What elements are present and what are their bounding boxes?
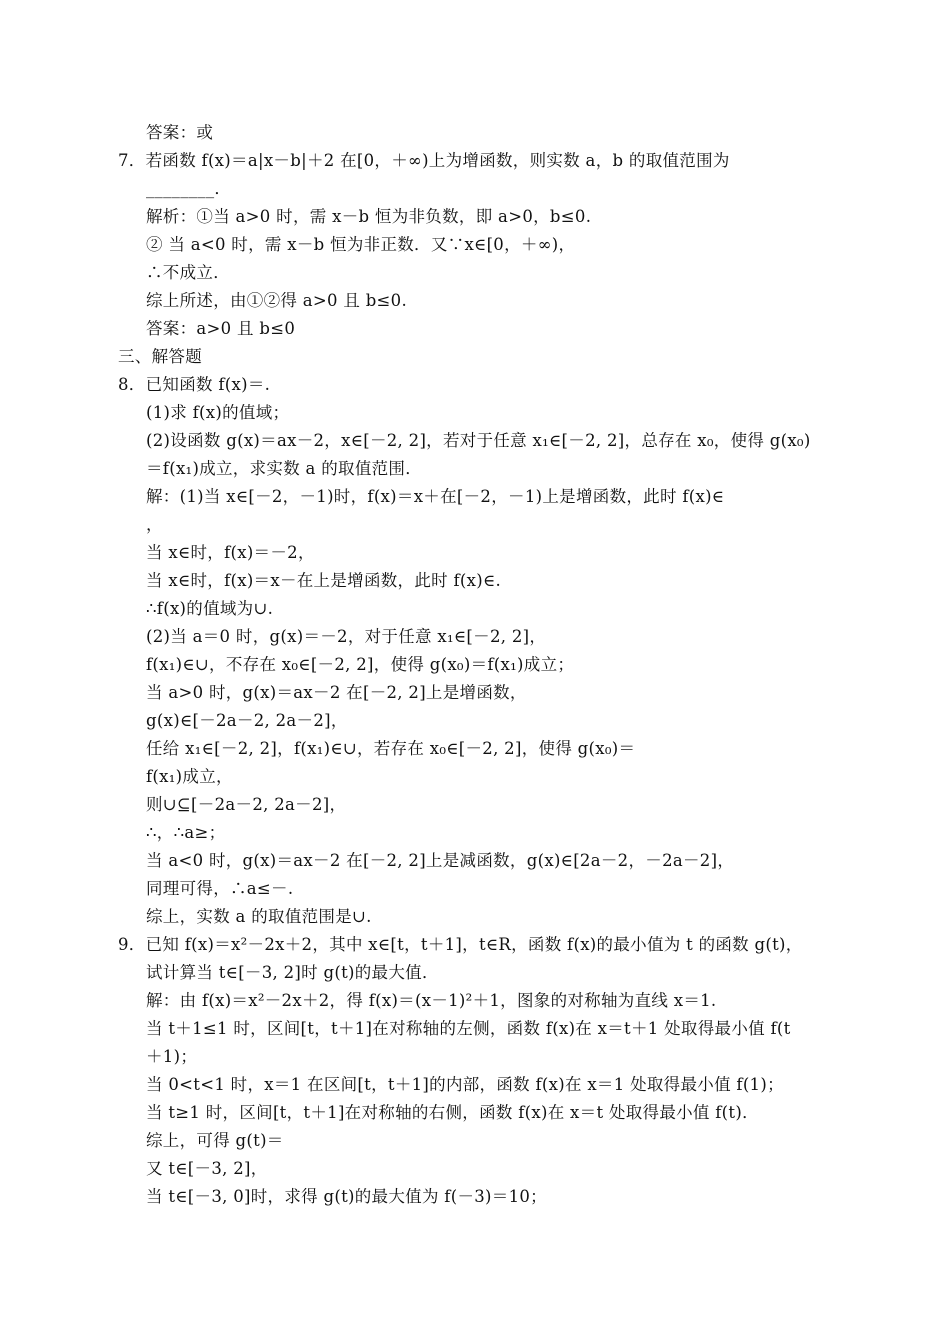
text-line: 9．已知 f(x)＝x²－2x＋2，其中 x∈[t，t＋1]，t∈R，函数 f(x)的最小值为 t 的函数 g(t)，	[118, 935, 803, 954]
text-line: 答案：a>0 且 b≤0	[146, 319, 296, 338]
text-line: ＝f(x₁)成立，求实数 a 的取值范围．	[146, 459, 423, 478]
text-line: 当 a>0 时，g(x)＝ax－2 在[－2, 2]上是增函数，	[146, 683, 527, 702]
text-line: 试计算当 t∈[－3, 2]时 g(t)的最大值．	[146, 963, 439, 982]
text-line: 7．若函数 f(x)＝a|x－b|＋2 在[0，＋∞)上为增函数，则实数 a，b 的取值范围为	[118, 151, 730, 170]
text-line: (1)求 f(x)的值域；	[146, 403, 290, 422]
text-line: ② 当 a<0 时，需 x－b 恒为非正数．又∵x∈[0，＋∞)，	[146, 235, 576, 254]
text-line: 综上，实数 a 的取值范围是∪.	[146, 907, 372, 926]
text-line: g(x)∈[－2a－2, 2a－2]，	[146, 711, 348, 730]
text-line: f(x₁)∈∪，不存在 x₀∈[－2, 2]，使得 g(x₀)＝f(x₁)成立；	[146, 655, 575, 674]
text-line: 任给 x₁∈[－2, 2]，f(x₁)∈∪，若存在 x₀∈[－2, 2]，使得 g(x₀)＝	[146, 739, 636, 758]
text-line: 当 x∈时，f(x)＝－2，	[146, 543, 315, 562]
text-line: 又 t∈[－3, 2]，	[146, 1159, 268, 1178]
text-line: 综上所述，由①②得 a>0 且 b≤0.	[146, 291, 408, 310]
text-line: 解：由 f(x)＝x²－2x＋2，得 f(x)＝(x－1)²＋1，图象的对称轴为直线 x＝1.	[146, 991, 717, 1010]
text-line: ＋1)；	[146, 1047, 198, 1066]
text-line: 当 t＋1≤1 时，区间[t，t＋1]在对称轴的左侧，函数 f(x)在 x＝t＋1 处取得最小值 f(t	[146, 1019, 791, 1038]
text-line: 同理可得，∴a≤－.	[146, 879, 294, 898]
text-line: ，	[146, 515, 163, 534]
text-line: 当 x∈时，f(x)＝x－在上是增函数，此时 f(x)∈.	[146, 571, 502, 590]
text-line: ∴，∴a≥；	[146, 823, 226, 842]
text-line: (2)设函数 g(x)＝ax－2，x∈[－2, 2]，若对于任意 x₁∈[－2, 2]，总存在 x₀，使得 g(x₀)	[146, 431, 811, 450]
text-line: 当 t≥1 时，区间[t，t＋1]在对称轴的右侧，函数 f(x)在 x＝t 处取得最小值 f(t)．	[146, 1103, 759, 1122]
text-line: 解析：①当 a>0 时，需 x－b 恒为非负数，即 a>0，b≤0.	[146, 207, 592, 226]
text-line: ∴不成立．	[146, 263, 230, 282]
text-line: 当 t∈[－3, 0]时，求得 g(t)的最大值为 f(－3)＝10；	[146, 1187, 547, 1206]
text-line: 解：(1)当 x∈[－2，－1)时，f(x)＝x＋在[－2，－1)上是增函数，此时 f(x)∈	[146, 487, 725, 506]
text-line: 则∪⊆[－2a－2, 2a－2]，	[146, 795, 347, 814]
text-line: (2)当 a＝0 时，g(x)＝－2，对于任意 x₁∈[－2, 2]，	[146, 627, 547, 646]
text-line: 综上，可得 g(t)＝	[146, 1131, 284, 1150]
text-line: 答案：或	[146, 123, 214, 142]
text-line: ________．	[146, 179, 232, 198]
text-line: 当 a<0 时，g(x)＝ax－2 在[－2, 2]上是减函数，g(x)∈[2a－2，－2a－2]，	[146, 851, 735, 870]
section-heading: 三、解答题	[118, 347, 202, 366]
text-line: 当 0<t<1 时，x＝1 在区间[t，t＋1]的内部，函数 f(x)在 x＝1 处取得最小值 f(1)；	[146, 1075, 784, 1094]
text-line: ∴f(x)的值域为∪.	[146, 599, 274, 618]
text-line: f(x₁)成立，	[146, 767, 233, 786]
text-line: 8．已知函数 f(x)＝.	[118, 375, 271, 394]
